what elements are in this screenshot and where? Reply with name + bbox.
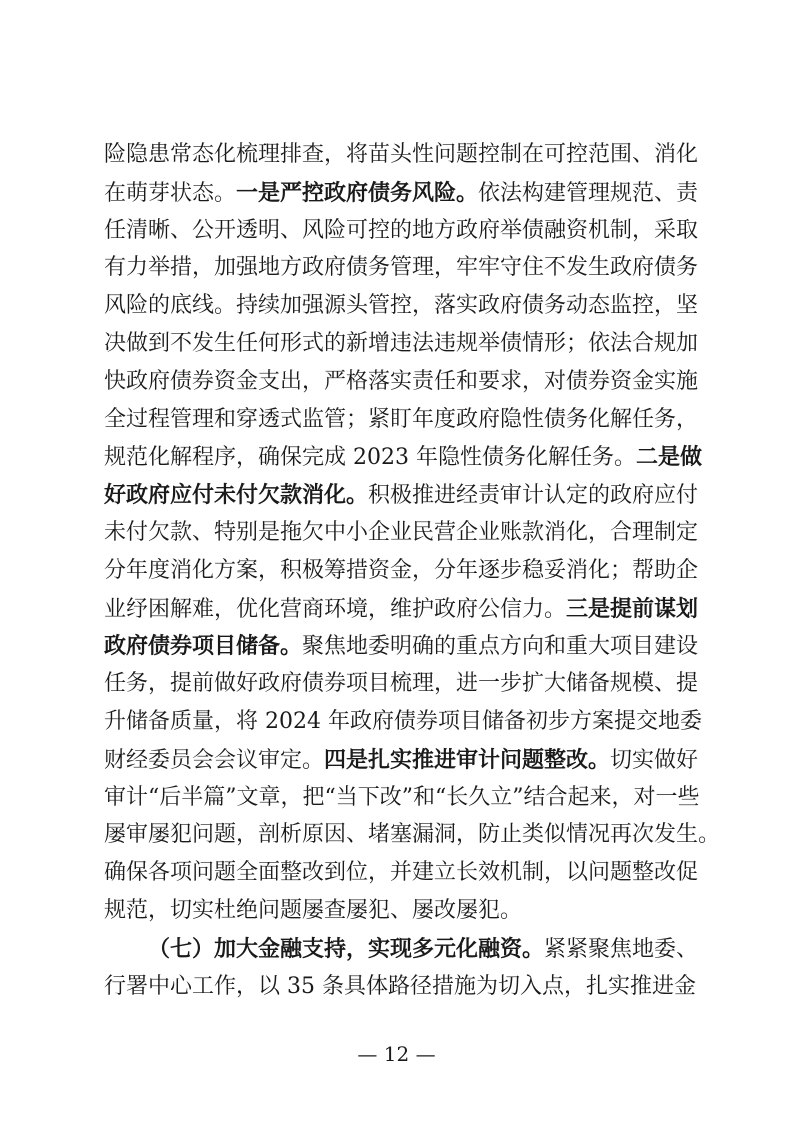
text-segment: 任清晰、公开透明、风险可控的地方政府举债融资机制，采取	[104, 217, 699, 243]
text-line	[104, 781, 700, 815]
text-line	[104, 705, 702, 739]
text-line	[104, 440, 702, 474]
text-segment: 规范，切实杜绝问题屡查屡犯、屡改屡犯。	[104, 898, 523, 923]
text-segment: 业纾困解难，优化营商环境，维护政府公信力。	[104, 596, 567, 622]
text-segment: 切实做好	[610, 747, 699, 773]
text-segment: 规范化解程序，确保完成 2023 年隐性债务化解任务。	[104, 445, 636, 471]
text-line	[104, 818, 721, 852]
bold-text-segment: 三是提前谋划	[566, 595, 699, 622]
text-line	[104, 554, 699, 588]
text-segment: 决做到不发生任何形式的新增违法违规举债情形；依法合规加	[104, 331, 699, 356]
text-segment: 险隐患常态化梳理排查，将苗头性问题控制在可控范围、消化	[104, 142, 699, 167]
bold-text-segment: 好政府应付未付欠款消化。	[104, 482, 369, 509]
text-segment: 确保各项问题全面整改到位，并建立长效机制，以问题整改促	[104, 860, 699, 886]
bold-text-segment: 一是严控政府债务风险。	[236, 179, 479, 206]
text-segment: 风险的底线。持续加强源头管控，落实政府债务动态监控，坚	[104, 293, 699, 319]
page-number: — 12 —	[357, 1042, 436, 1066]
bold-text-segment: 政府债券项目储备。	[104, 633, 303, 660]
text-line	[104, 743, 699, 777]
text-line	[104, 516, 699, 550]
text-line	[104, 176, 699, 210]
text-line	[104, 251, 699, 285]
text-segment: 全过程管理和穿透式监管；紧盯年度政府隐性债务化解任务，	[104, 406, 699, 432]
text-segment: 紧紧聚焦地委、	[544, 936, 699, 962]
text-segment: 积极推进经责审计认定的政府应付	[368, 483, 699, 509]
text-segment: 快政府债券资金支出，严格落实责任和要求，对债券资金实施	[104, 368, 699, 394]
text-line	[104, 894, 690, 928]
text-segment: 升储备质量，将 2024 年政府债券项目储备初步方案提交地委	[104, 709, 702, 734]
text-line	[104, 856, 699, 890]
text-line	[104, 138, 699, 172]
text-line	[104, 289, 699, 323]
text-line	[148, 932, 699, 966]
bold-text-segment: 四是扎实推进审计问题整改。	[324, 746, 611, 773]
text-segment: 分年度消化方案，积极筹措资金，分年逐步稳妥消化；帮助企	[104, 557, 699, 583]
text-line	[104, 970, 696, 1004]
text-segment: 审计“后半篇”文章，把“当下改”和“长久立”结合起来，对一些	[104, 784, 700, 810]
bold-text-segment: （七）加大金融支持，实现多元化融资。	[148, 935, 545, 962]
text-segment: 行署中心工作，以 35 条具体路径措施为切入点，扎实推进金	[104, 973, 696, 999]
text-segment: 未付欠款、特别是拖欠中小企业民营企业账款消化，合理制定	[104, 520, 699, 545]
text-segment: 有力举措，加强地方政府债务管理，牢牢守住不发生政府债务	[104, 255, 699, 281]
text-line	[104, 327, 699, 361]
text-line	[104, 592, 699, 626]
bold-text-segment: 二是做	[635, 444, 702, 471]
text-segment: 在萌芽状态。	[104, 180, 237, 206]
text-line	[104, 629, 699, 663]
text-segment: 屡审屡犯问题，剖析原因、堵塞漏洞，防止类似情况再次发生。	[104, 822, 721, 848]
text-segment: 依法构建管理规范、责	[478, 180, 699, 206]
text-line	[104, 365, 699, 399]
text-line	[104, 403, 699, 437]
text-line	[104, 667, 699, 701]
text-segment: 聚焦地委明确的重点方向和重大项目建设	[302, 634, 699, 660]
text-line	[104, 478, 699, 512]
text-segment: 财经委员会会议审定。	[104, 747, 325, 773]
text-segment: 任务，提前做好政府债券项目梳理，进一步扩大储备规模、提	[104, 671, 699, 697]
text-line	[104, 214, 699, 248]
